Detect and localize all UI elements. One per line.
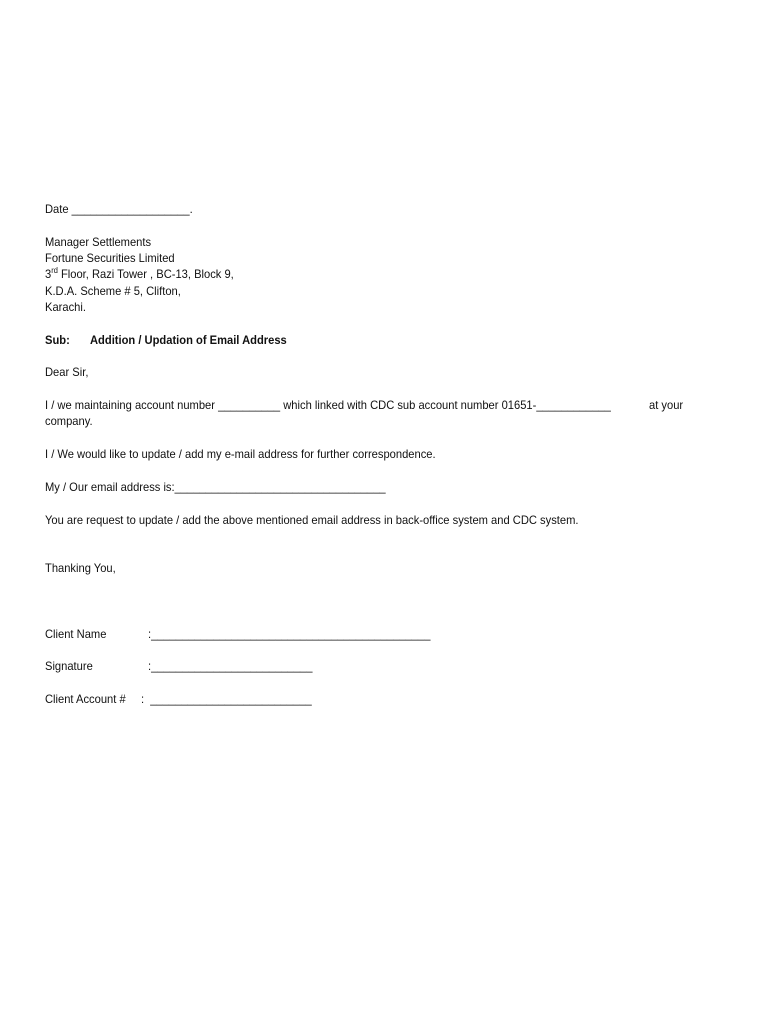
signature-blank: :__________________________ — [148, 659, 313, 673]
paragraph-account-tail: at your — [649, 398, 684, 412]
client-account-label: Client Account # — [45, 692, 126, 706]
recipient-company: Fortune Securities Limited — [45, 251, 175, 265]
subject-text: Addition / Updation of Email Address — [90, 333, 287, 347]
recipient-address-line1 — [45, 266, 234, 282]
client-account-blank: : __________________________ — [141, 692, 312, 706]
paragraph-update-request: I / We would like to update / add my e-mail address for further correspondence. — [45, 447, 436, 461]
floor-number: 3 — [45, 267, 52, 281]
subject-label: Sub: — [45, 333, 70, 347]
paragraph-system-update: You are request to update / add the above mentioned email address in back-office system and CDC system. — [45, 513, 579, 527]
recipient-city: Karachi. — [45, 300, 86, 314]
address-rest: Floor, Razi Tower , BC-13, Block 9, — [57, 267, 234, 281]
recipient-title: Manager Settlements — [45, 235, 152, 249]
paragraph-account: I / we maintaining account number __________ which linked with CDC sub account number 01651-____________ — [45, 398, 611, 412]
paragraph-account-continuation: company. — [45, 414, 93, 428]
client-name-blank: :_____________________________________________ — [148, 627, 431, 641]
recipient-address-line2: K.D.A. Scheme # 5, Clifton, — [45, 284, 181, 298]
floor-ordinal: rd — [51, 266, 58, 275]
client-name-label: Client Name — [45, 627, 107, 641]
closing: Thanking You, — [45, 561, 116, 575]
salutation: Dear Sir, — [45, 365, 89, 379]
email-address-line: My / Our email address is:__________________________________ — [45, 480, 386, 494]
date-line: Date ___________________. — [45, 202, 193, 216]
signature-label: Signature — [45, 659, 93, 673]
